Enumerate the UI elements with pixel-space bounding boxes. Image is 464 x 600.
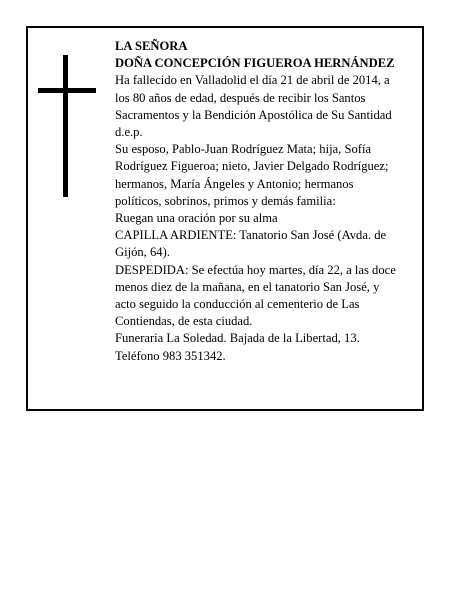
obituary-line: Funeraria La Soledad. Bajada de la Libertad, 13. (115, 331, 360, 346)
obituary-line: Sacramentos y la Bendición Apostólica de Su Santidad (115, 107, 392, 122)
obituary-text (115, 38, 420, 365)
obituary-line: hermanos, María Ángeles y Antonio; hermanos (115, 176, 354, 191)
obituary-line: Rodríguez Figueroa; nieto, Javier Delgado Rodríguez; (115, 159, 389, 174)
obituary-line: Ha fallecido en Valladolid el día 21 de abril de 2014, a (115, 73, 390, 88)
obituary-line: los 80 años de edad, después de recibir los Santos (115, 90, 366, 105)
obituary-line: Su esposo, Pablo-Juan Rodríguez Mata; hija, Sofía (115, 142, 372, 157)
obituary-line: Teléfono 983 351342. (115, 348, 226, 363)
obituary-line: d.e.p. (115, 125, 143, 140)
obituary-line: Contiendas, de esta ciudad. (115, 314, 253, 329)
cross-horizontal-bar (38, 88, 96, 93)
obituary-line: menos diez de la mañana, en el tanatorio San José, y (115, 279, 380, 294)
obituary-line: Ruegan una oración por su alma (115, 211, 278, 226)
deceased-name: DOÑA CONCEPCIÓN FIGUEROA HERNÁNDEZ (115, 56, 395, 71)
obituary-line: CAPILLA ARDIENTE: Tanatorio San José (Avda. de (115, 228, 387, 243)
cross-icon (38, 55, 96, 197)
obituary-line: políticos, sobrinos, primos y demás familia: (115, 193, 336, 208)
obituary-line: acto seguido la conducción al cementerio de Las (115, 297, 360, 312)
obituary-heading: LA SEÑORA (115, 39, 188, 53)
obituary-line: DESPEDIDA: Se efectúa hoy martes, día 22, a las doce (115, 262, 396, 277)
obituary-line: Gijón, 64). (115, 245, 170, 260)
cross-vertical-bar (63, 55, 68, 197)
